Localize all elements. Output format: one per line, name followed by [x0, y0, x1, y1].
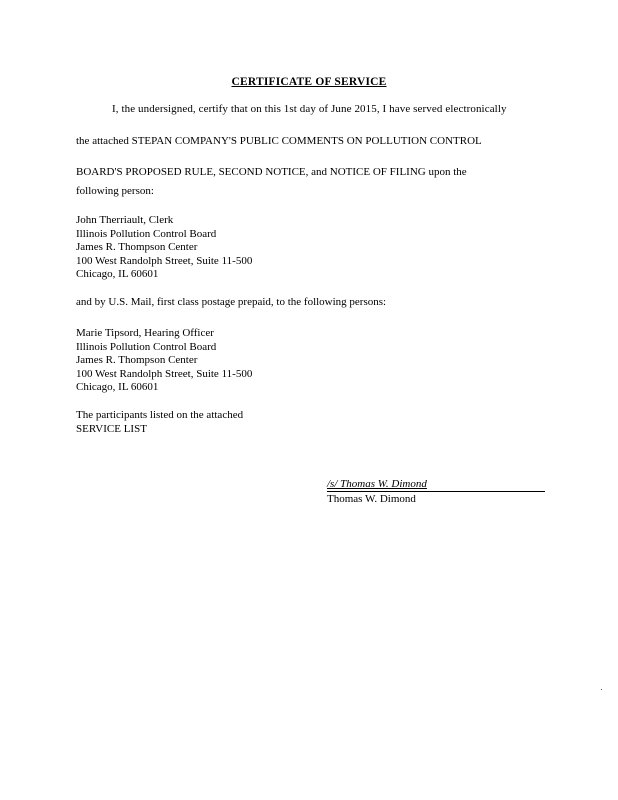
body-line-4: following person: [76, 185, 154, 197]
signature-block [327, 478, 545, 506]
address-line: James R. Thompson Center [76, 354, 198, 367]
signer-printed-name: Thomas W. Dimond [327, 493, 416, 505]
address-line: 100 West Randolph Street, Suite 11-500 [76, 367, 253, 380]
mail-service-line: and by U.S. Mail, first class postage prepaid, to the following persons: [76, 296, 387, 308]
address-line: John Therriault, Clerk [76, 214, 174, 226]
address-line: Chicago, IL 60601 [76, 381, 159, 394]
body-line-3: BOARD'S PROPOSED RULE, SECOND NOTICE, and NOTICE OF FILING upon the [76, 166, 467, 178]
body-line-1: I, the undersigned, certify that on this 1st day of June 2015, I have served electronically [112, 103, 507, 115]
document-title: CERTIFICATE OF SERVICE [231, 76, 387, 88]
address-line: Chicago, IL 60601 [76, 268, 159, 281]
participants-line: The participants listed on the attached [76, 409, 244, 421]
address-line: Marie Tipsord, Hearing Officer [76, 327, 214, 339]
address-line: James R. Thompson Center [76, 241, 198, 254]
address-line: Illinois Pollution Control Board [76, 340, 217, 353]
recipient-address-electronic [76, 214, 252, 282]
electronic-signature [327, 478, 545, 492]
address-line: 100 West Randolph Street, Suite 11-500 [76, 254, 253, 267]
scan-speck [601, 689, 602, 690]
electronic-signature-text: /s/ Thomas W. Dimond [327, 478, 427, 490]
participants-note [76, 409, 243, 436]
participants-line: SERVICE LIST [76, 422, 147, 435]
address-line: Illinois Pollution Control Board [76, 227, 217, 240]
body-line-2: the attached STEPAN COMPANY'S PUBLIC COMMENTS ON POLLUTION CONTROL [76, 135, 482, 147]
recipient-address-mail [76, 327, 252, 395]
